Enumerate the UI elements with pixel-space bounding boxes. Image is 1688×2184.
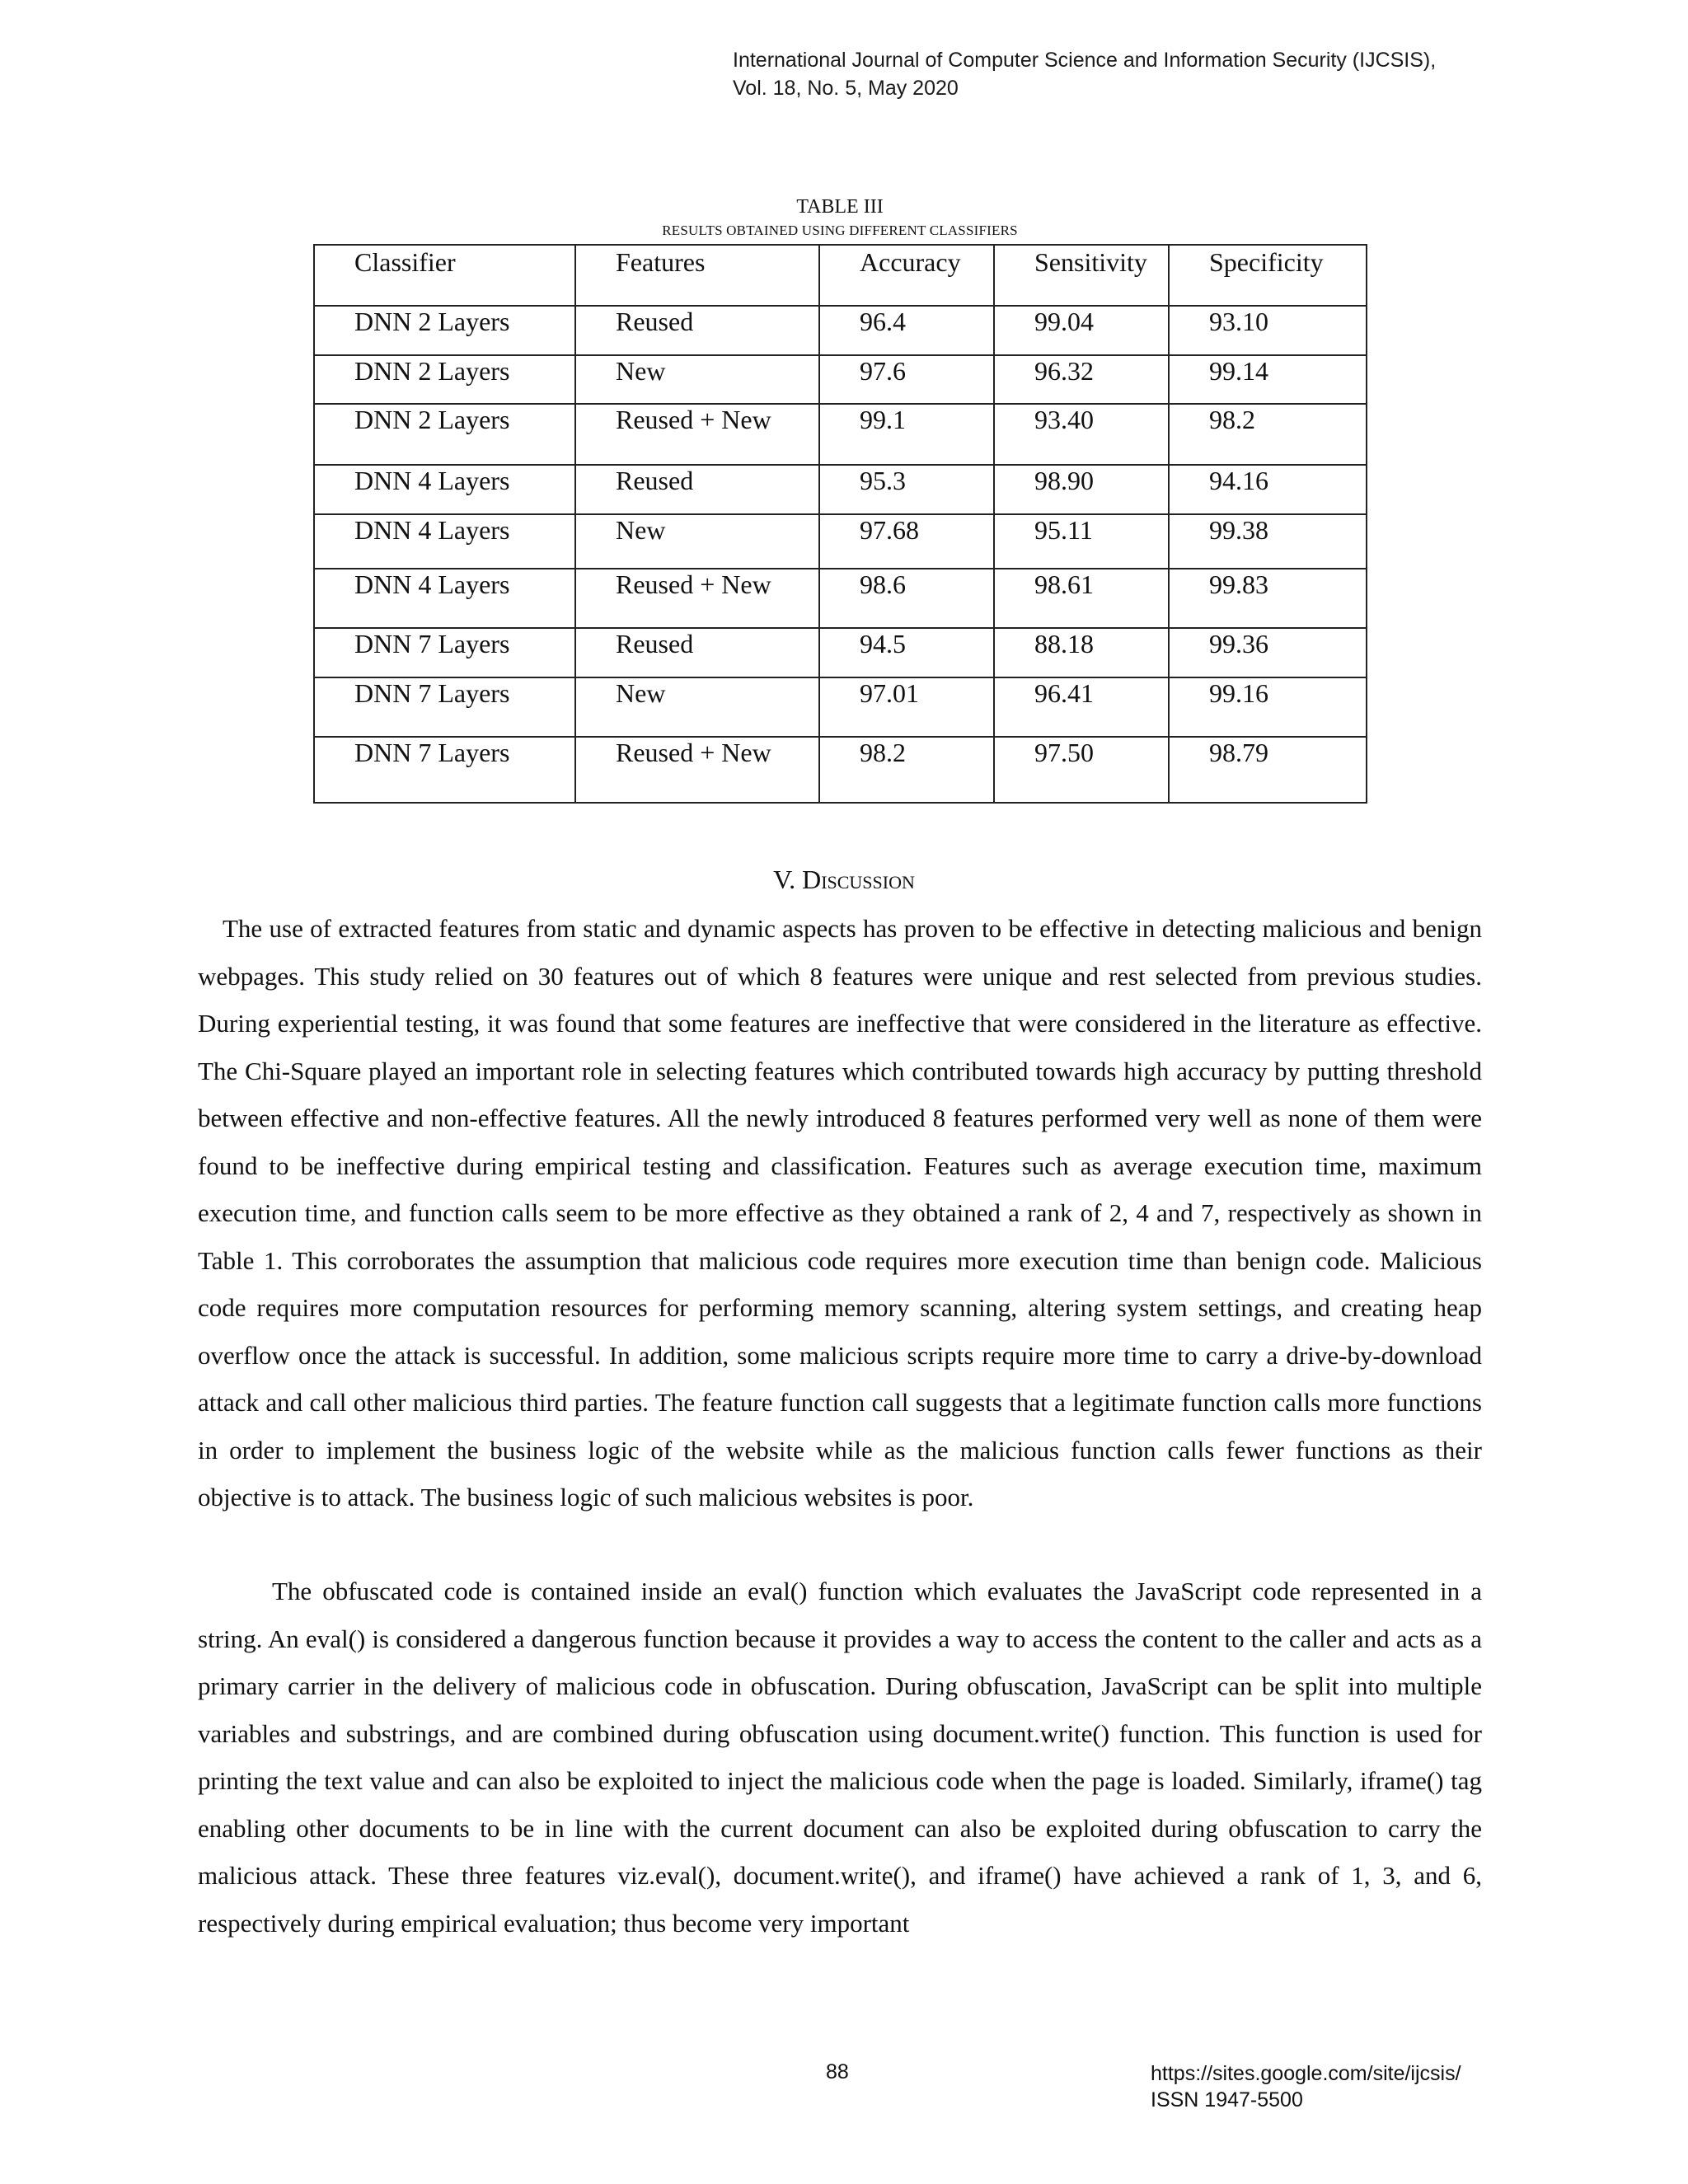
table-cell: 99.83 <box>1169 569 1367 628</box>
table-cell: 99.16 <box>1169 677 1367 737</box>
table-cell: Reused + New <box>575 569 819 628</box>
section-heading <box>0 863 1688 896</box>
table-row <box>314 404 1367 465</box>
table-cell: DNN 4 Layers <box>314 465 575 514</box>
table-row <box>314 737 1367 803</box>
table-cell: 95.3 <box>819 465 994 514</box>
table-cell: 96.41 <box>994 677 1169 737</box>
column-header: Features <box>575 245 819 306</box>
table-cell: DNN 4 Layers <box>314 569 575 628</box>
table-cell: Reused <box>575 628 819 677</box>
journal-volume: Vol. 18, No. 5, May 2020 <box>733 77 959 100</box>
table-cell: 99.38 <box>1169 514 1367 569</box>
table-row <box>314 628 1367 677</box>
body-paragraph: The use of extracted features from static and dynamic aspects has proven to be effective in detecting malicious and benign webpages. This study relied on 30 features out of which 8 features were unique and rest selected from previous studies. During experiential testing, it was found that some features are ineffective that were considered in the literature as effective. The Chi-Square played an important role in selecting features which contributed towards high accuracy by putting threshold between effective and non-effective features. All the newly introduced 8 features performed very well as none of them were found to be ineffective during empirical testing and classification. Features such as average execution time, maximum execution time, and function calls seem to be more effective as they obtained a rank of 2, 4 and 7, respectively as shown in Table 1. This corroborates the assumption that malicious code requires more execution time than benign code. Malicious code requires more computation resources for performing memory scanning, altering system settings, and creating heap overflow once the attack is successful. In addition, some malicious scripts require more time to carry a drive-by-download attack and call other malicious third parties. The feature function call suggests that a legitimate function calls more functions in order to implement the business logic of the website while as the malicious function calls fewer functions as their objective is to attack. The business logic of such malicious websites is poor. <box>198 914 1482 1511</box>
journal-header <box>733 46 1436 102</box>
table-cell: 98.6 <box>819 569 994 628</box>
table-cell: 98.90 <box>994 465 1169 514</box>
table-cell: DNN 7 Layers <box>314 737 575 803</box>
table-cell: DNN 2 Layers <box>314 306 575 355</box>
section-number: V. <box>773 865 796 894</box>
table-cell: Reused + New <box>575 737 819 803</box>
table-cell: 98.79 <box>1169 737 1367 803</box>
column-header: Classifier <box>314 245 575 306</box>
table-cell: DNN 4 Layers <box>314 514 575 569</box>
table-row <box>314 677 1367 737</box>
results-table <box>313 244 1367 804</box>
table-caption: TABLE III <box>796 196 884 218</box>
table-cell: 99.14 <box>1169 355 1367 404</box>
table-cell: 97.50 <box>994 737 1169 803</box>
table-cell: 94.5 <box>819 628 994 677</box>
table-row <box>314 465 1367 514</box>
table-cell: 98.2 <box>819 737 994 803</box>
table-cell: 99.04 <box>994 306 1169 355</box>
table-cell: DNN 7 Layers <box>314 677 575 737</box>
column-header: Specificity <box>1169 245 1367 306</box>
table-row <box>314 355 1367 404</box>
journal-title: International Journal of Computer Science and Information Security (IJCSIS), <box>733 49 1437 72</box>
column-header: Accuracy <box>819 245 994 306</box>
table-cell: 88.18 <box>994 628 1169 677</box>
table-cell: Reused <box>575 306 819 355</box>
table-cell: 98.2 <box>1169 404 1367 465</box>
table-cell: Reused + New <box>575 404 819 465</box>
table-cell: 96.4 <box>819 306 994 355</box>
table-cell: 98.61 <box>994 569 1169 628</box>
table-cell: 97.68 <box>819 514 994 569</box>
footer-issn: ISSN 1947-5500 <box>1151 2088 1303 2111</box>
table-cell: 93.10 <box>1169 306 1367 355</box>
table-cell: 96.32 <box>994 355 1169 404</box>
body-paragraph: The obfuscated code is contained inside an eval() function which evaluates the JavaScript code represented in a string. An eval() is considered a dangerous function because it provides a way to access the content to the caller and acts as a primary carrier in the delivery of malicious code in obfuscation. During obfuscation, JavaScript can be split into multiple variables and substrings, and are combined during obfuscation using document.write() function. This function is used for printing the text value and can also be exploited to inject the malicious code when the page is loaded. Similarly, iframe() tag enabling other documents to be in line with the current document can also be exploited during obfuscation to carry the malicious attack. These three features viz.eval(), document.write(), and iframe() have achieved a rank of 1, 3, and 6, respectively during empirical evaluation; thus become very important <box>198 1577 1482 1938</box>
table-cell: Reused <box>575 465 819 514</box>
table-cell: New <box>575 677 819 737</box>
table-cell: 99.1 <box>819 404 994 465</box>
table-row <box>314 306 1367 355</box>
section-title: Discussion <box>802 865 915 894</box>
table-row <box>314 569 1367 628</box>
table-cell: 93.40 <box>994 404 1169 465</box>
table-cell: 97.6 <box>819 355 994 404</box>
table-cell: DNN 7 Layers <box>314 628 575 677</box>
table-cell: New <box>575 514 819 569</box>
table-row <box>314 514 1367 569</box>
footer-url: https://sites.google.com/site/ijcsis/ <box>1151 2062 1461 2085</box>
table-header-row <box>314 245 1367 306</box>
table-cell: 94.16 <box>1169 465 1367 514</box>
table-subcaption: RESULTS OBTAINED USING DIFFERENT CLASSIFIERS <box>662 223 1018 238</box>
column-header: Sensitivity <box>994 245 1169 306</box>
table-cell: DNN 2 Layers <box>314 355 575 404</box>
footer-info <box>1151 2060 1461 2113</box>
table-cell: New <box>575 355 819 404</box>
table-cell: DNN 2 Layers <box>314 404 575 465</box>
table-cell: 97.01 <box>819 677 994 737</box>
table-cell: 95.11 <box>994 514 1169 569</box>
table-cell: 99.36 <box>1169 628 1367 677</box>
page-number: 88 <box>826 2060 849 2083</box>
